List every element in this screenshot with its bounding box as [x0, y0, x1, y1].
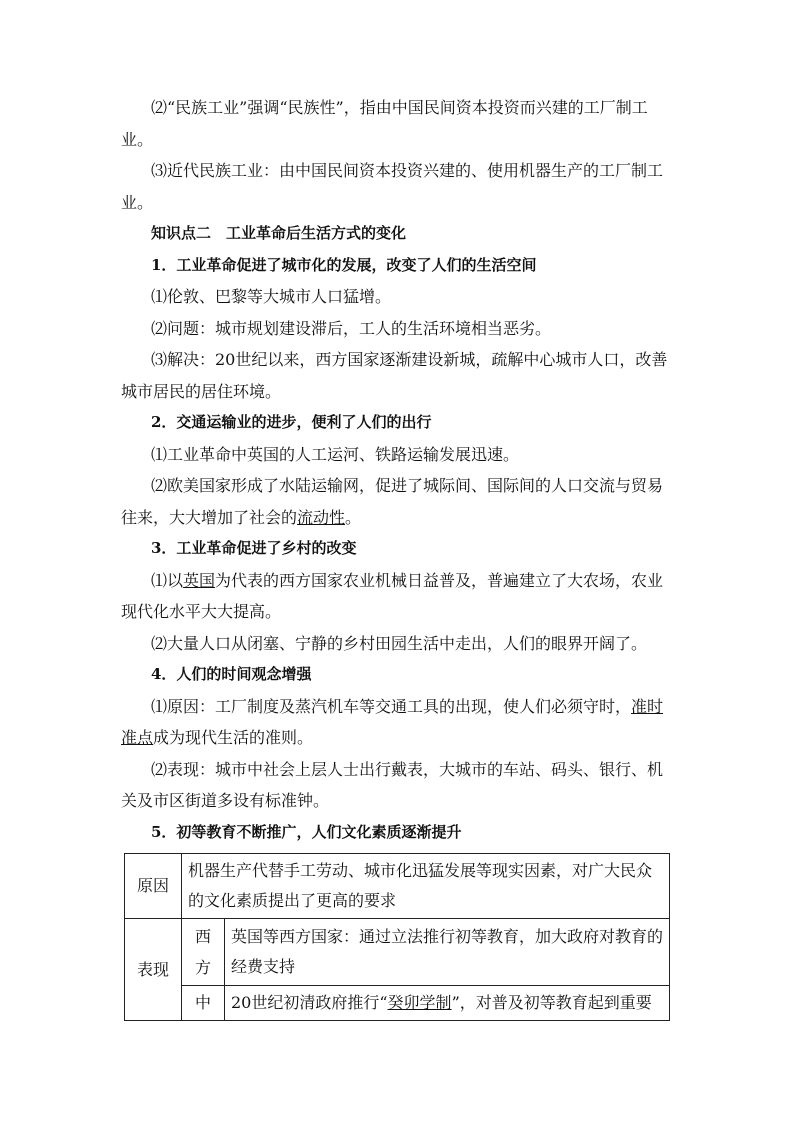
subsection-heading: 1．工业革命促进了城市化的发展，改变了人们的生活空间 [151, 255, 537, 274]
underlined-keyword: 流动性 [297, 507, 346, 527]
row-label-reason: 原因 [125, 854, 182, 919]
subsection-heading: 5．初等教育不断推广，人们文化素质逐渐提升 [151, 822, 462, 841]
text-run: 为代表的西方国家农业机械日益普及，普遍建立了大农场，农业现代化水平大大提高。 [121, 570, 664, 621]
document-body [121, 92, 676, 1021]
paragraph: ⑵“民族工业”强调“民族性”，指由中国民间资本投资而兴建的工厂制工业。 [121, 98, 648, 149]
west-cell: 英国等西方国家：通过立法推行初等教育，加大政府对教育的经费支持 [225, 919, 670, 986]
paragraph: ⑴工业革命中英国的人工运河、铁路运输发展迅速。 [151, 444, 520, 464]
paragraph: ⑴伦敦、巴黎等大城市人口猛增。 [151, 287, 392, 306]
paragraph [121, 565, 676, 628]
text-run: ⑵欧美国家形成了水陆运输网，促进了城际间、国际间的人口交流与贸易往来，大大增加了社会的 [121, 476, 664, 527]
subrow-label-china: 中 [182, 986, 225, 1021]
section-heading: 知识点二 工业革命后生活方式的变化 [151, 224, 407, 242]
paragraph: ⑵大量人口从闭塞、宁静的乡村田园生活中走出，人们的眼界开阔了。 [151, 633, 648, 653]
paragraph: ⑶解决：20世纪以来，西方国家逐渐建设新城，疏解中心城市人口，改善城市居民的居住环境。 [121, 350, 668, 401]
row-label-performance: 表现 [125, 919, 182, 1021]
text-run: 。 [345, 507, 362, 527]
paragraph: ⑵表现：城市中社会上层人士出行戴表，大城市的车站、码头、银行、机关及市区街道多设有标准钟。 [121, 759, 664, 810]
subsection-heading: 3．工业革命促进了乡村的改变 [151, 539, 357, 557]
text-run: 20世纪初清政府推行“ [231, 993, 388, 1012]
table-row [125, 986, 670, 1021]
text-run: ”，对普及初等教育起到重要 [451, 993, 652, 1012]
label-char: 方 [194, 958, 211, 977]
table-row [125, 919, 670, 986]
subsection-heading: 2．交通运输业的进步，便利了人们的出行 [151, 413, 432, 431]
reason-cell: 机器生产代替手工劳动、城市化迅猛发展等现实因素，对广大民众的文化素质提出了更高的要求 [182, 854, 670, 919]
text-run: 成为现代生活的准则。 [153, 728, 314, 747]
text-run: ⑴原因：工厂制度及蒸汽机车等交通工具的出现，使人们必须守时， [151, 696, 632, 716]
subrow-label-west [182, 919, 225, 986]
subsection-heading: 4．人们的时间观念增强 [151, 665, 312, 683]
text-run: ⑴以 [151, 570, 184, 590]
china-cell [225, 986, 670, 1021]
underlined-keyword: 癸卯学制 [387, 993, 452, 1012]
education-table [124, 853, 670, 1021]
paragraph: ⑶近代民族工业：由中国民间资本投资兴建的、使用机器生产的工厂制工业。 [121, 161, 664, 212]
label-char: 西 [194, 927, 211, 946]
paragraph: ⑵问题：城市规划建设滞后，工人的生活环境相当恶劣。 [151, 318, 552, 338]
underlined-keyword: 准时准点 [121, 696, 664, 747]
underlined-keyword: 英国 [183, 570, 216, 590]
paragraph [121, 691, 676, 754]
table-row [125, 854, 670, 919]
paragraph [121, 470, 676, 533]
